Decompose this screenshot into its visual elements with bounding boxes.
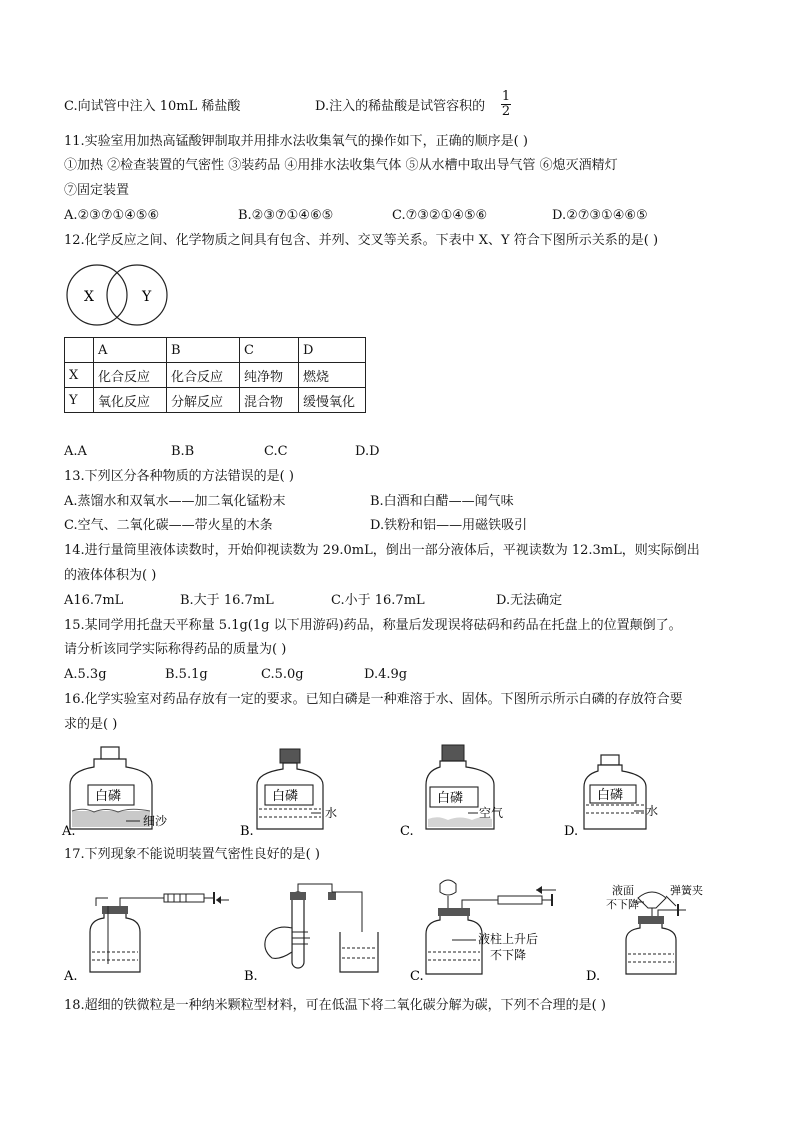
table-row: [65, 388, 366, 413]
q15-option-b: B.5.1g: [165, 667, 208, 682]
venn-circle-x: [67, 265, 127, 325]
table-cell: 纯净物: [240, 363, 299, 388]
q14-option-c: C.小于 16.7mL: [331, 593, 425, 608]
q17-figure-d: [586, 878, 726, 984]
table-cell: 燃烧: [299, 363, 366, 388]
q11-stem: 11.实验室用加热高锰酸钾制取并用排水法收集氧气的操作如下，正确的顺序是( ): [64, 134, 528, 149]
q17-stem: 17.下列现象不能说明装置气密性良好的是( ): [64, 847, 320, 862]
q11-option-d: D.②⑦③①④⑥⑤: [552, 208, 648, 223]
bottle-label: 白磷: [95, 789, 122, 804]
fraction-numerator: 1: [501, 89, 511, 104]
q14-stem-line1: 14.进行量筒里液体读数时，开始仰视读数为 29.0mL，倒出一部分液体后，平视读数为 12.3mL，则实际倒出: [64, 543, 700, 558]
hand-icon: [265, 927, 292, 958]
fig-letter-b: B.: [240, 824, 254, 839]
q14-option-d: D.无法确定: [496, 593, 563, 608]
note-no-fall: 不下降: [490, 948, 527, 962]
table-cell: X: [65, 363, 94, 388]
q10-option-c: C.向试管中注入 10mL 稀盐酸: [64, 99, 241, 114]
fig-letter-d: D.: [586, 969, 601, 984]
q16-figure-a: [64, 745, 184, 837]
q16-stem-line2: 求的是( ): [64, 717, 118, 732]
bottle-label: 白磷: [272, 789, 299, 804]
q14-stem-line2: 的液体体积为( ): [64, 568, 157, 583]
q14-option-b: B.大于 16.7mL: [180, 593, 274, 608]
q18-stem: 18.超细的铁微粒是一种纳米颗粒型材料，可在低温下将二氧化碳分解为碳，下列不合理的是( ): [64, 998, 606, 1013]
q11-option-c: C.⑦③②①④⑤⑥: [392, 208, 488, 223]
fig-letter-c: C.: [410, 969, 424, 984]
note-air: 空气: [479, 806, 504, 820]
q15-option-a: A.5.3g: [64, 667, 107, 682]
fig-letter-b: B.: [244, 969, 258, 984]
q12-option-d: D.D: [355, 444, 380, 459]
note-water: 水: [646, 804, 659, 818]
q10-fraction: [499, 90, 513, 119]
q12-option-b: B.B: [171, 444, 195, 459]
venn-label-x: X: [84, 289, 94, 305]
note-surface: 液面: [612, 884, 634, 897]
q15-stem-line1: 15.某同学用托盘天平称量 5.1g(1g 以下用游码)药品，称量后发现误将砝码和药品在托盘上的位置颠倒了。: [64, 618, 682, 633]
table-header-row: [65, 338, 366, 363]
q11-option-a: A.②③⑦①④⑤⑥: [64, 208, 160, 223]
table-row: [65, 363, 366, 388]
q16-figure-b: [240, 745, 355, 839]
q13-stem: 13.下列区分各种物质的方法错误的是( ): [64, 469, 294, 484]
q11-option-b: B.②③⑦①④⑥⑤: [238, 208, 334, 223]
fig-letter-a: A.: [64, 969, 78, 984]
table-cell: 分解反应: [167, 388, 240, 413]
q15-stem-line2: 请分析该同学实际称得药品的质量为( ): [64, 642, 287, 657]
table-header-cell: C: [240, 338, 299, 363]
table-cell: Y: [65, 388, 94, 413]
q11-steps-line2: ⑦固定装置: [64, 183, 130, 198]
q12-options-table: [64, 337, 366, 413]
fig-letter-d: D.: [564, 824, 579, 839]
bottle-label: 白磷: [597, 788, 624, 803]
q16-figure-d: [564, 745, 674, 837]
table-cell: 化合反应: [167, 363, 240, 388]
table-cell: 缓慢氧化: [299, 388, 366, 413]
note-rise: 液柱上升后: [478, 932, 539, 946]
q13-option-c: C.空气、二氧化碳——带火星的木条: [64, 518, 273, 533]
q17-figure-a: [64, 888, 234, 984]
q10-option-d: D.注入的稀盐酸是试管容积的: [315, 99, 486, 114]
table-header-cell: B: [167, 338, 240, 363]
q17-figure-c: [410, 878, 590, 984]
table-header-cell: A: [94, 338, 167, 363]
fig-letter-a: A.: [62, 824, 76, 839]
venn-diagram: [64, 262, 174, 330]
q13-option-b: B.白酒和白醋——闻气味: [370, 494, 514, 509]
note-sand: 细沙: [143, 814, 168, 828]
q16-figure-c: [402, 745, 532, 837]
table-header-cell: [65, 338, 94, 363]
note-no-fall: 不下降: [606, 898, 639, 911]
table-header-cell: D: [299, 338, 366, 363]
q13-option-d: D.铁粉和铝——用磁铁吸引: [370, 518, 528, 533]
venn-label-y: Y: [142, 289, 152, 305]
table-cell: 混合物: [240, 388, 299, 413]
table-cell: 氧化反应: [94, 388, 167, 413]
q13-option-a: A.蒸馏水和双氧水——加二氧化锰粉末: [64, 494, 286, 509]
q11-steps-line1: ①加热 ②检查装置的气密性 ③装药品 ④用排水法收集气体 ⑤从水槽中取出导气管 ⑥熄灭酒精灯: [64, 158, 618, 173]
q17-figure-b: [244, 878, 384, 984]
note-spring-clamp: 弹簧夹: [670, 884, 703, 897]
venn-circle-y: [107, 265, 167, 325]
q12-option-c: C.C: [264, 444, 288, 459]
q15-option-c: C.5.0g: [261, 667, 304, 682]
bottle-label: 白磷: [437, 791, 464, 806]
note-water: 水: [325, 806, 338, 820]
q12-option-a: A.A: [64, 444, 87, 459]
q15-option-d: D.4.9g: [364, 667, 408, 682]
q16-stem-line1: 16.化学实验室对药品存放有一定的要求。已知白磷是一种难溶于水、固体。下图所示所示白磷的存放符合要: [64, 692, 683, 707]
q12-stem: 12.化学反应之间、化学物质之间具有包含、并列、交叉等关系。下表中 X、Y 符合下图所示关系的是( ): [64, 233, 659, 248]
fraction-denominator: 2: [501, 104, 511, 119]
table-cell: 化合反应: [94, 363, 167, 388]
fig-letter-c: C.: [400, 824, 414, 839]
q14-option-a: A16.7mL: [64, 593, 124, 608]
